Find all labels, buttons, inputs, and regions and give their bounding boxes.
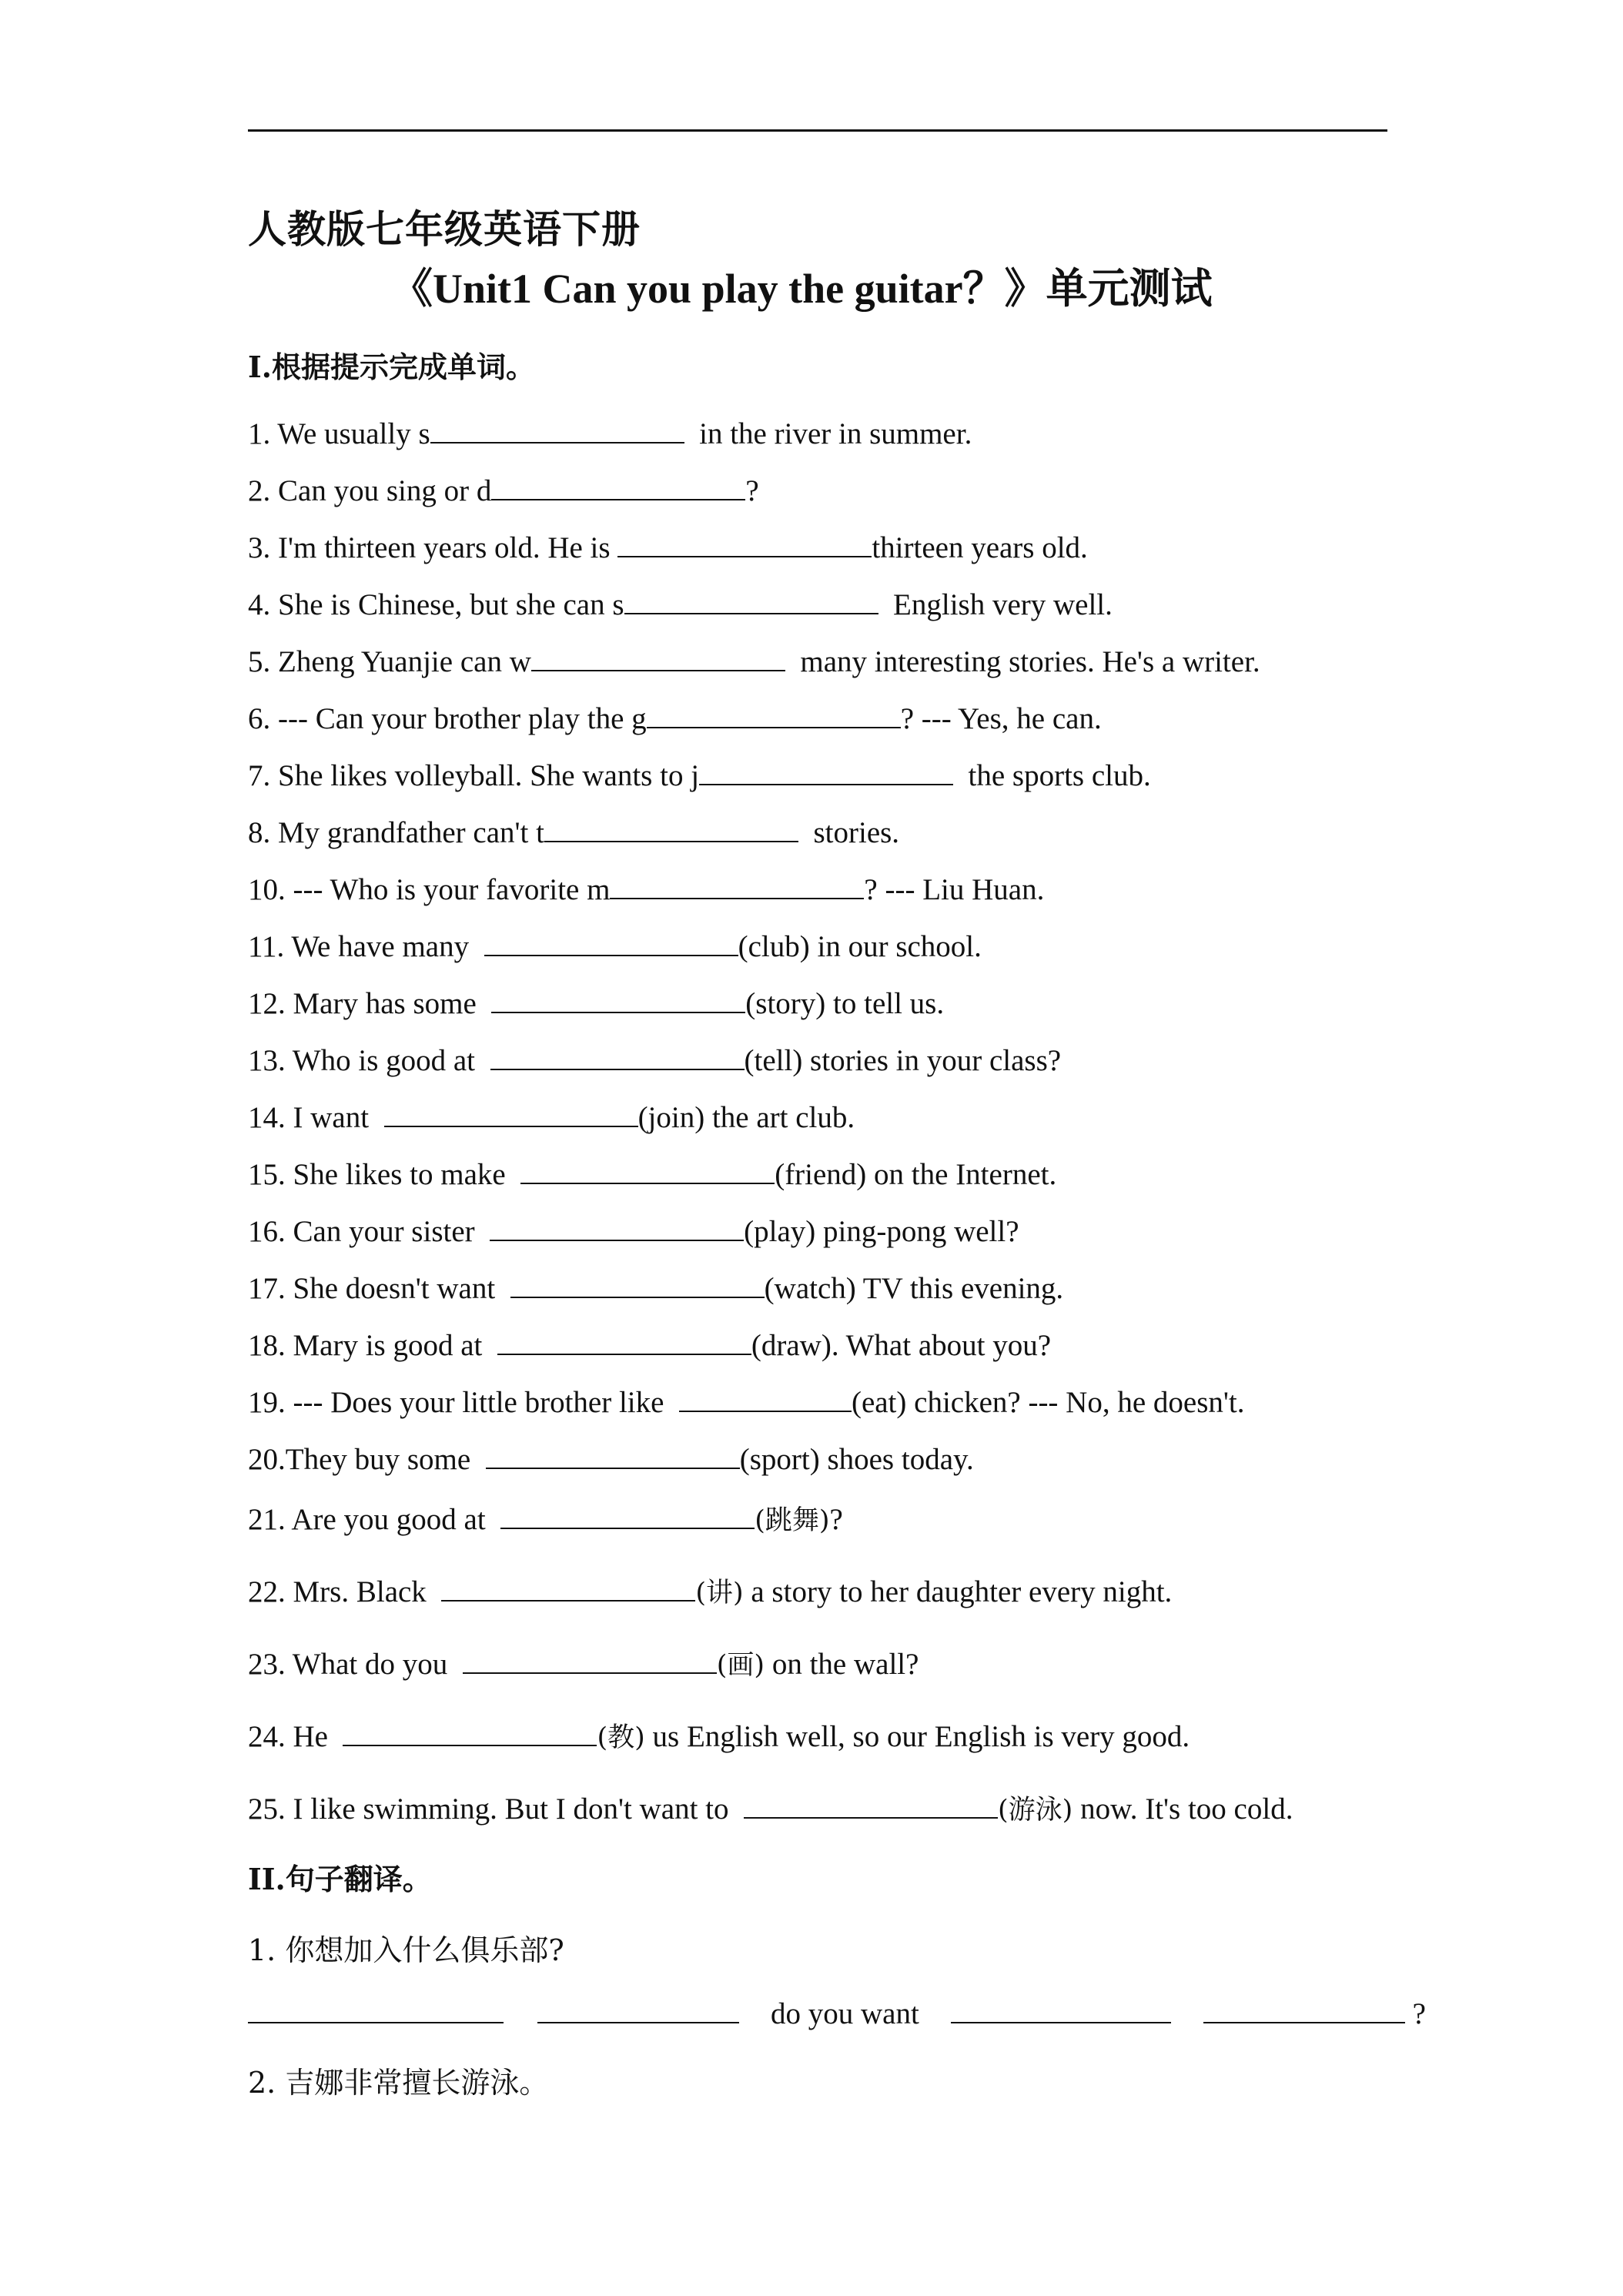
item-continuation: many interesting stories. He's a writer. xyxy=(785,645,1260,678)
exercise-item xyxy=(248,927,982,965)
exercise-item xyxy=(248,1572,1172,1611)
exercise-item xyxy=(248,1269,1063,1307)
answer-blank[interactable] xyxy=(497,1326,751,1355)
answer-blank[interactable] xyxy=(1203,1994,1405,2023)
chinese-hint: (讲) xyxy=(695,1578,744,1608)
answer-blank[interactable] xyxy=(537,1994,739,2023)
answer-blank[interactable] xyxy=(343,1717,597,1746)
answer-blank[interactable] xyxy=(441,1572,695,1602)
item-continuation: (sport) shoes today. xyxy=(739,1443,974,1476)
answer-blank[interactable] xyxy=(610,870,864,899)
item-continuation: on the wall? xyxy=(765,1648,919,1681)
exercise-item xyxy=(248,756,1151,794)
exercise-item xyxy=(248,414,972,452)
exercise-item xyxy=(248,1645,919,1683)
item-prompt: 3. I'm thirteen years old. He is xyxy=(248,531,618,564)
item-prompt: 20.They buy some xyxy=(248,1443,486,1476)
item-prompt: 4. She is Chinese, but she can s xyxy=(248,588,624,621)
item-prompt: 11. We have many xyxy=(248,930,484,963)
item-prompt: 5. Zheng Yuanjie can w xyxy=(248,645,531,678)
item-prompt: 25. I like swimming. But I don't want to xyxy=(248,1792,744,1826)
answer-blank[interactable] xyxy=(486,1440,740,1469)
item-prompt: 12. Mary has some xyxy=(248,987,492,1020)
exercise-item xyxy=(248,1212,1019,1250)
item-continuation: (club) in our school. xyxy=(738,930,982,963)
answer-blank[interactable] xyxy=(951,1994,1171,2023)
item-prompt: 6. --- Can your brother play the g xyxy=(248,702,647,735)
item-continuation: English very well. xyxy=(878,588,1113,621)
item-prompt: 8. My grandfather can't t xyxy=(248,816,544,849)
answer-blank[interactable] xyxy=(491,984,745,1013)
item-prompt: 2. Can you sing or d xyxy=(248,474,492,507)
header-rule xyxy=(248,129,1387,132)
answer-blank[interactable] xyxy=(490,1212,744,1241)
exercise-item xyxy=(248,870,1044,908)
chinese-hint: (画) xyxy=(716,1650,765,1681)
answer-blank[interactable] xyxy=(484,927,738,956)
translation-question-2: 2. 吉娜非常擅长游泳。 xyxy=(248,2066,549,2100)
exercise-item xyxy=(248,1098,855,1136)
item-prompt: 22. Mrs. Black xyxy=(248,1575,442,1608)
item-continuation: (play) ping-pong well? xyxy=(744,1215,1019,1248)
item-prompt: 14. I want xyxy=(248,1101,384,1134)
answer-blank[interactable] xyxy=(500,1500,755,1529)
exercise-item xyxy=(248,1440,974,1478)
answer-blank[interactable] xyxy=(699,756,953,785)
item-continuation: (friend) on the Internet. xyxy=(775,1158,1057,1191)
answer-text: do you want xyxy=(771,1997,919,2030)
item-continuation: stories. xyxy=(798,816,900,849)
item-prompt: 13. Who is good at xyxy=(248,1044,490,1077)
item-continuation: in the river in summer. xyxy=(684,417,972,450)
chinese-hint: (游泳) xyxy=(998,1795,1073,1826)
item-continuation: ? --- Liu Huan. xyxy=(864,873,1045,906)
answer-blank[interactable] xyxy=(647,699,901,728)
answer-blank[interactable] xyxy=(624,585,878,614)
item-continuation: (join) the art club. xyxy=(637,1101,855,1134)
item-prompt: 10. --- Who is your favorite m xyxy=(248,873,611,906)
exercise-item xyxy=(248,1383,1245,1421)
section-2-heading: II.句子翻译。 xyxy=(248,1862,432,1896)
item-prompt: 21. Are you good at xyxy=(248,1503,501,1536)
item-prompt: 24. He xyxy=(248,1720,343,1753)
exercise-item xyxy=(248,1041,1061,1079)
item-prompt: 17. She doesn't want xyxy=(248,1272,510,1305)
answer-end: ? xyxy=(1412,1997,1426,2030)
item-prompt: 1. We usually s xyxy=(248,417,430,450)
exercise-item xyxy=(248,1717,1190,1755)
worksheet-subtitle: 《Unit1 Can you play the guitar？》单元测试 xyxy=(391,266,1213,312)
section-1-heading: I.根据提示完成单词。 xyxy=(248,350,536,384)
item-continuation: (story) to tell us. xyxy=(745,987,945,1020)
exercise-item xyxy=(248,585,1113,623)
answer-blank[interactable] xyxy=(490,1041,745,1070)
exercise-item xyxy=(248,471,759,509)
exercise-item xyxy=(248,984,944,1022)
answer-blank[interactable] xyxy=(248,1994,504,2023)
answer-blank[interactable] xyxy=(544,813,798,842)
item-prompt: 15. She likes to make xyxy=(248,1158,521,1191)
translation-answer-1 xyxy=(248,1994,1426,2032)
worksheet-title: 人教版七年级英语下册 xyxy=(248,207,641,252)
item-prompt: 23. What do you xyxy=(248,1648,463,1681)
item-continuation: ? xyxy=(829,1503,843,1536)
exercise-item xyxy=(248,642,1260,680)
exercise-item xyxy=(248,813,899,851)
exercise-item xyxy=(248,1500,843,1538)
item-continuation: now. It's too cold. xyxy=(1073,1792,1293,1826)
exercise-item xyxy=(248,1155,1056,1193)
chinese-hint: (教) xyxy=(597,1722,645,1753)
exercise-item xyxy=(248,528,1088,566)
item-continuation: (eat) chicken? --- No, he doesn't. xyxy=(851,1386,1245,1419)
item-prompt: 7. She likes volleyball. She wants to j xyxy=(248,759,700,792)
answer-blank[interactable] xyxy=(463,1645,717,1674)
answer-blank[interactable] xyxy=(384,1098,638,1127)
answer-blank[interactable] xyxy=(744,1789,998,1819)
exercise-item xyxy=(248,699,1102,737)
answer-blank[interactable] xyxy=(617,528,872,557)
item-continuation: thirteen years old. xyxy=(872,531,1088,564)
item-prompt: 19. --- Does your little brother like xyxy=(248,1386,679,1419)
item-continuation: (watch) TV this evening. xyxy=(764,1272,1064,1305)
answer-blank[interactable] xyxy=(491,471,745,500)
exercise-item xyxy=(248,1326,1051,1364)
answer-blank[interactable] xyxy=(679,1383,852,1412)
item-continuation: us English well, so our English is very good. xyxy=(644,1720,1190,1753)
item-continuation: ? xyxy=(745,474,759,507)
answer-blank[interactable] xyxy=(510,1269,765,1298)
answer-blank[interactable] xyxy=(520,1155,775,1184)
answer-blank[interactable] xyxy=(531,642,785,671)
item-continuation: the sports club. xyxy=(953,759,1151,792)
item-continuation: ? --- Yes, he can. xyxy=(900,702,1102,735)
item-continuation: (draw). What about you? xyxy=(751,1329,1052,1362)
item-continuation: a story to her daughter every night. xyxy=(743,1575,1173,1608)
item-continuation: (tell) stories in your class? xyxy=(744,1044,1062,1077)
answer-blank[interactable] xyxy=(430,414,684,443)
translation-question-1: 1. 你想加入什么俱乐部? xyxy=(248,1933,564,1967)
item-prompt: 16. Can your sister xyxy=(248,1215,490,1248)
chinese-hint: (跳舞) xyxy=(755,1505,830,1536)
exercise-item xyxy=(248,1789,1293,1828)
item-prompt: 18. Mary is good at xyxy=(248,1329,497,1362)
